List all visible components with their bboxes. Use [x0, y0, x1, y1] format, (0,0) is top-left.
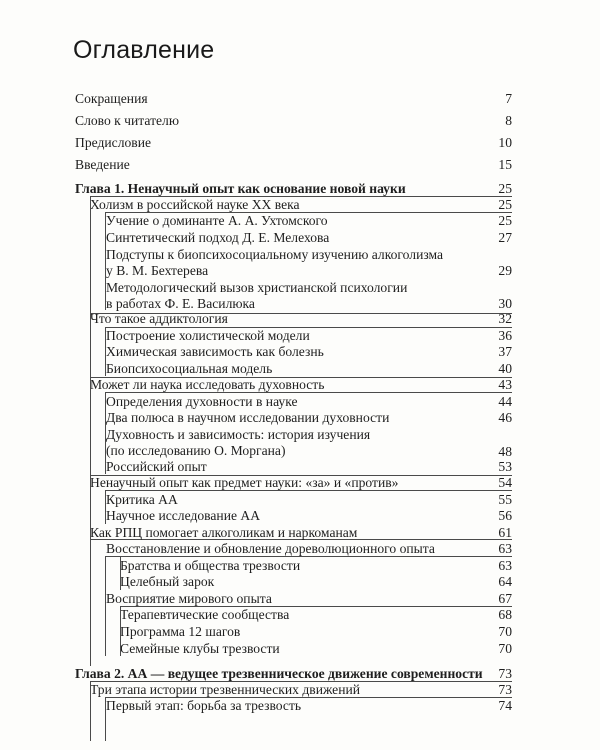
indent-guide: [105, 327, 106, 376]
indent-guide: [90, 681, 91, 741]
toc-entry-page: 27: [498, 230, 512, 245]
toc-entry-page: 54: [498, 475, 512, 490]
toc-entry-title: Введение: [75, 157, 130, 172]
toc-entry-title: Методологический вызов христианской психологии: [106, 280, 408, 295]
toc-entry-title: Программа 12 шагов: [120, 624, 241, 639]
toc-entry-page: 64: [498, 574, 512, 589]
toc-entry-page: 32: [498, 311, 512, 326]
toc-entry-title: Научное исследование АА: [106, 508, 261, 523]
toc-entry-page: 63: [498, 541, 512, 556]
toc-entry-page: 36: [498, 328, 512, 343]
toc-entry-page: 8: [505, 113, 512, 128]
toc-entry-title-continued: у В. М. Бехтерева: [106, 263, 209, 278]
toc-entry-title: Глава 1. Ненаучный опыт как основание новой науки: [75, 181, 406, 196]
toc-entry-page: 30: [498, 296, 512, 311]
toc-entry-title: Восприятие мирового опыта: [106, 591, 272, 606]
toc-entry-title: Терапевтические сообщества: [120, 607, 290, 622]
toc-entry-page: 46: [498, 410, 512, 425]
indent-guide: [120, 606, 121, 656]
toc-entry-page: 61: [498, 525, 512, 540]
toc-entry-title: Целебный зарок: [120, 574, 215, 589]
toc-entry-page: 67: [498, 591, 512, 606]
toc-entry-title: Может ли наука исследовать духовность: [90, 377, 325, 392]
toc-entry-title: Предисловие: [75, 135, 152, 150]
toc-entry-title-continued: (по исследованию О. Моргана): [106, 443, 286, 458]
toc-entry-page: 25: [498, 213, 512, 228]
toc-entry-title: Синтетический подход Д. Е. Мелехова: [106, 230, 330, 245]
toc-entry-page: 43: [498, 377, 512, 392]
toc-entry-page: 25: [498, 197, 512, 212]
toc-entry-title: Ненаучный опыт как предмет науки: «за» и «против»: [90, 475, 399, 490]
toc-entry-page: 73: [498, 666, 512, 681]
toc-entry-title: Как РПЦ помогает алкоголикам и наркоманам: [90, 525, 358, 540]
toc-entry-title: Учение о доминанте А. А. Ухтомского: [106, 213, 328, 228]
toc-entry-title: Критика АА: [106, 492, 178, 507]
indent-guide: [105, 556, 106, 656]
toc-entry-title: Три этапа истории трезвеннических движений: [90, 682, 361, 697]
indent-guide: [105, 697, 106, 741]
toc-entry-title: Холизм в российской науке XX века: [90, 197, 300, 212]
toc-entry-page: 70: [498, 624, 512, 639]
toc-entry-title: Первый этап: борьба за трезвость: [106, 698, 302, 713]
toc-entry-title: Слово к читателю: [75, 113, 179, 128]
page-title: Оглавление: [73, 36, 215, 64]
toc-entry-page: 10: [498, 135, 512, 150]
toc-entry-title: Подступы к биопсихосоциальному изучению алкоголизма: [106, 247, 444, 262]
toc-entry-title: Что такое аддиктология: [90, 311, 228, 326]
toc-entry-page: 40: [498, 361, 512, 376]
toc-entry-title: Братства и общества трезвости: [120, 558, 301, 573]
toc-entry-page: 73: [498, 682, 512, 697]
toc-entry-page: 68: [498, 607, 512, 622]
indent-guide: [105, 392, 106, 474]
toc-entry-page: 53: [498, 459, 512, 474]
indent-guide: [105, 490, 106, 524]
indent-guide: [120, 556, 121, 590]
toc-entry-title: Химическая зависимость как болезнь: [106, 344, 324, 359]
toc-entry-page: 70: [498, 641, 512, 656]
toc-entry-page: 56: [498, 508, 512, 523]
toc-entry-title: Определения духовности в науке: [106, 394, 298, 409]
toc-entry-title: Сокращения: [75, 91, 148, 106]
toc-entry-title: Два полюса в научном исследовании духовности: [106, 410, 390, 425]
toc-entry-title: Построение холистической модели: [106, 328, 310, 343]
toc-entry-title: Семейные клубы трезвости: [120, 641, 280, 656]
toc-entry-title: Российский опыт: [106, 459, 207, 474]
indent-guide: [105, 212, 106, 310]
toc-entry-page: 25: [498, 181, 512, 196]
toc-entry-page: 55: [498, 492, 512, 507]
toc-entry-page: 74: [498, 698, 512, 713]
toc-entry-page: 63: [498, 558, 512, 573]
toc-entry-title: Биопсихосоциальная модель: [106, 361, 273, 376]
toc-entry-page: 15: [498, 157, 512, 172]
toc-entry-title: Восстановление и обновление дореволюционного опыта: [106, 541, 435, 556]
toc-entry-title-continued: в работах Ф. Е. Василюка: [106, 296, 255, 311]
toc-entry-title: Глава 2. АА — ведущее трезвенническое движение современности: [75, 666, 483, 681]
toc-entry-title: Духовность и зависимость: история изучения: [106, 427, 371, 442]
toc-entry-page: 7: [505, 91, 512, 106]
toc-entry-page: 44: [498, 394, 512, 409]
toc-entry-page: 48: [498, 444, 512, 459]
toc-entry-page: 37: [498, 344, 512, 359]
toc-entry-page: 29: [498, 263, 512, 278]
indent-guide: [90, 196, 91, 666]
